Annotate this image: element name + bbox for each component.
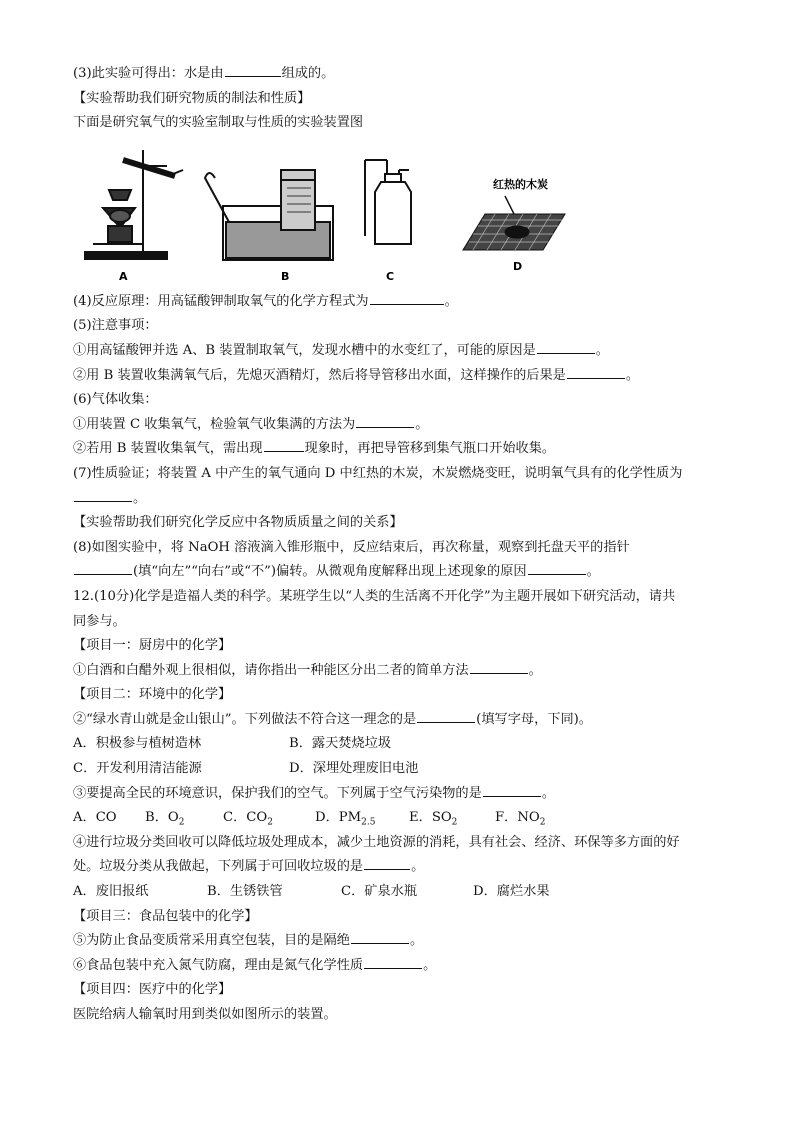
question-5: (5)注意事项： [73,318,158,334]
option-f[interactable]: F．$NO_2$ [495,810,546,828]
question-6-1: ①用装置 C 收集氧气，检验氧气收集满的方法为 。 [73,413,723,438]
answer-blank[interactable] [483,782,541,797]
question-6: (6)气体收集： [73,392,158,408]
charcoal-label: 红热的木炭 [493,177,548,191]
project-3-heading: 【项目三：食品包装中的化学】 [73,908,258,924]
option-a[interactable]: A．积极参与植树造林 [73,736,202,752]
apparatus-b [205,170,333,260]
option-c[interactable]: C．矿泉水瓶 [341,884,418,900]
answer-blank[interactable] [537,339,595,354]
question-4: (4)反应原理：用高锰酸钾制取氧气的化学方程式为 。 [73,290,723,315]
recycling-options [73,880,723,905]
label-b: B [281,269,290,283]
apparatus-d [463,214,565,250]
answer-blank[interactable] [225,62,281,77]
project-2-heading: 【项目二：环境中的化学】 [73,687,232,703]
answer-blank[interactable] [370,290,444,305]
project-2-question: ②“绿水青山就是金山银山”。下列做法不符合这一理念的是 (填写字母，下同)。 [73,708,723,733]
apparatus-a [85,150,183,259]
answer-blank[interactable] [417,708,475,723]
section-heading-preparation: 【实验帮助我们研究物质的制法和性质】 [73,90,311,106]
question-7-continued: 。 [73,487,723,512]
project-1-question: ①白酒和白醋外观上很相似，请你指出一种能区分出二者的简单方法 。 [73,659,723,684]
question-8-continued: (填“向左”“向右”或“不”)偏转。从微观角度解释出现上述现象的原因 。 [73,560,723,585]
project-1-heading: 【项目一：厨房中的化学】 [73,638,232,654]
answer-blank[interactable] [567,364,625,379]
option-c[interactable]: C．$CO_2$ [223,810,273,828]
option-e[interactable]: E．$SO_2$ [409,810,458,828]
option-a[interactable]: A．CO [73,810,117,826]
project-2-options-row1 [73,732,723,757]
option-d[interactable]: D．深埋处理废旧电池 [289,761,419,777]
question-12: 12.(10分)化学是造福人类的科学。某班学生以“人类的生活离不开化学”为主题开展如下研究活动，请共 [73,588,676,604]
answer-blank[interactable] [351,929,409,944]
exam-page [73,62,723,1028]
option-b[interactable]: B．生锈铁管 [207,884,283,900]
pollutant-options [73,806,723,831]
option-a[interactable]: A．废旧报纸 [73,884,149,900]
question-5-1: ①用高锰酸钾并选 A、B 装置制取氧气，发现水槽中的水变红了，可能的原因是 。 [73,339,723,364]
project-3-question-5: ⑤为防止食品变质常采用真空包装，目的是隔绝 。 [73,929,723,954]
figure-intro: 下面是研究氧气的实验室制取与性质的实验装置图 [73,115,364,131]
apparatus-figure [73,136,723,290]
answer-blank[interactable] [74,560,132,575]
project-3-question-6: ⑥食品包装中充入氮气防腐，理由是氮气化学性质 。 [73,954,723,979]
answer-blank[interactable] [470,659,528,674]
answer-blank[interactable] [364,954,422,969]
project-2-options-row2 [73,757,723,782]
answer-blank[interactable] [528,560,586,575]
project-2-question-4-continued: 处。垃圾分类从我做起，下列属于可回收垃圾的是 。 [73,855,723,880]
question-6-2: ②若用 B 装置收集氧气，需出现 现象时，再把导管移到集气瓶口开始收集。 [73,437,723,462]
label-d: D [513,259,523,273]
question-8: (8)如图实验中，将 NaOH 溶液滴入锥形瓶中，反应结束后，再次称量，观察到托盘天平的指针 [73,539,630,555]
answer-blank[interactable] [364,855,410,870]
label-a: A [119,269,128,283]
option-d[interactable]: D．腐烂水果 [473,884,550,900]
project-2-question-4: ④进行垃圾分类回收可以降低垃圾处理成本，减少土地资源的消耗，具有社会、经济、环保等多方面的好 [73,834,680,850]
question-3: (3)此实验可得出：水是由 组成的。 [73,62,723,87]
question-12-continued: 同参与。 [73,613,126,629]
answer-blank[interactable] [264,437,304,452]
apparatus-c [365,160,411,244]
project-2-question-3: ③要提高全民的环境意识，保护我们的空气。下列属于空气污染物的是 。 [73,782,723,807]
section-heading-mass: 【实验帮助我们研究化学反应中各物质质量之间的关系】 [73,515,403,531]
answer-blank[interactable] [356,413,414,428]
apparatus-drawing [73,140,593,290]
question-7: (7)性质验证；将装置 A 中产生的氧气通向 D 中红热的木炭，木炭燃烧变旺，说明氧气具有的化学性质为 [73,465,683,481]
option-c[interactable]: C．开发利用清洁能源 [73,761,202,777]
project-4-heading: 【项目四：医疗中的化学】 [73,982,232,998]
option-b[interactable]: B．$O_2$ [145,810,185,828]
answer-blank[interactable] [74,487,132,502]
option-b[interactable]: B．露天焚烧垃圾 [289,736,392,752]
option-d[interactable]: D．$PM_{2.5}$ [315,810,376,828]
label-c: C [386,269,395,283]
project-4-intro: 医院给病人输氧时用到类似如图所示的装置。 [73,1007,337,1022]
question-5-2: ②用 B 装置收集满氧气后，先熄灭酒精灯，然后将导管移出水面，这样操作的后果是 。 [73,364,723,389]
